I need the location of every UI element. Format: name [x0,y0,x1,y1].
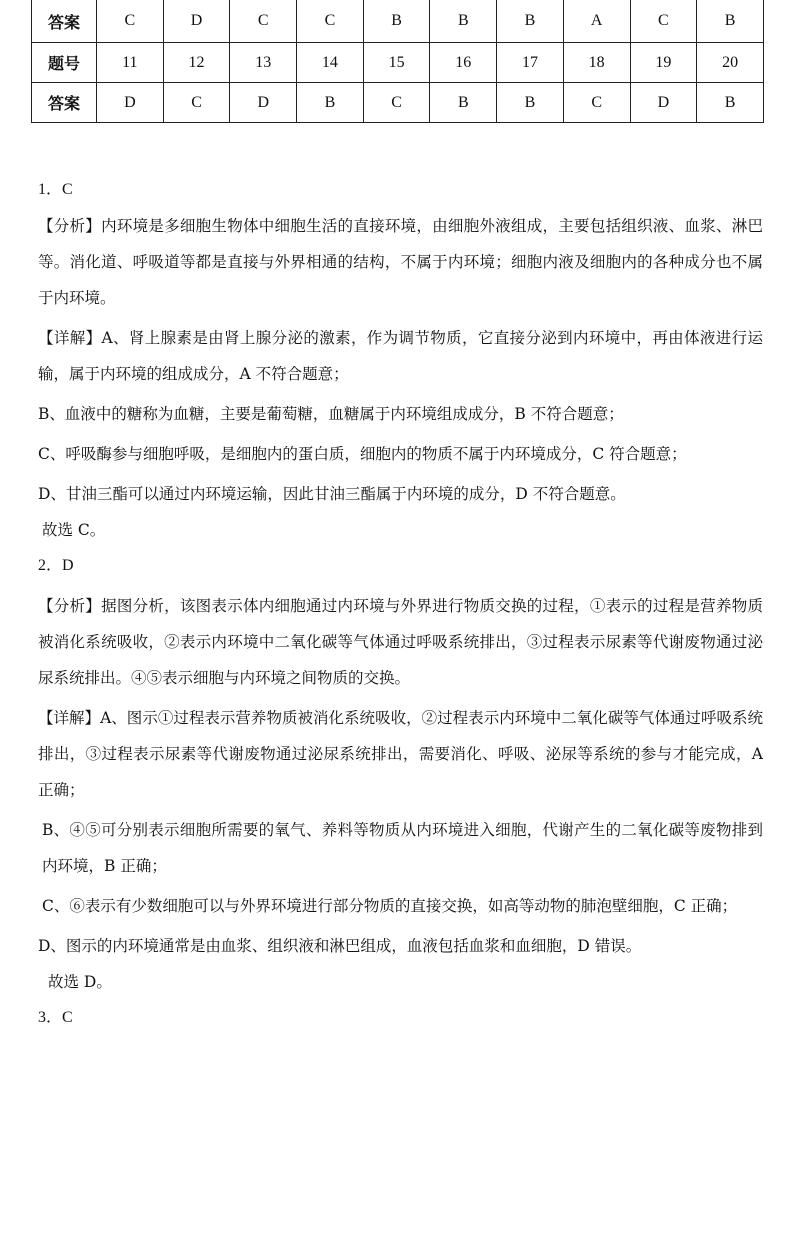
answer-table [31,0,764,123]
question-number-row [32,43,764,83]
answer-cell: B [497,83,564,123]
question-2-detail-a: 【详解】A、图示①过程表示营养物质被消化系统吸收，②过程表示内环境中二氧化碳等气体通过呼吸系统排出，③过程表示尿素等代谢废物通过泌尿系统排出，需要消化、呼吸、泌尿等系统的参与才能完成，A 正确； [38,709,763,799]
question-number-cell: 11 [97,43,164,83]
question-number-cell: 12 [163,43,230,83]
row-header: 答案 [32,83,97,123]
answer-cell: C [297,0,364,43]
answer-cell: C [563,83,630,123]
row-header: 题号 [32,43,97,83]
question-number-cell: 18 [563,43,630,83]
answer-cell: B [430,0,497,43]
question-2-detail-c: C、⑥表示有少数细胞可以与外界环境进行部分物质的直接交换，如高等动物的肺泡壁细胞，C 正确； [42,897,738,915]
row-header: 答案 [32,0,97,43]
question-1-detail-a: 【详解】A、肾上腺素是由肾上腺分泌的激素，作为调节物质，它直接分泌到内环境中，再由体液进行运输，属于内环境的组成成分，A 不符合题意； [38,329,763,383]
question-1-detail-d: D、甘油三酯可以通过内环境运输，因此甘油三酯属于内环境的成分，D 不符合题意。 [38,485,626,503]
question-number-cell: 20 [697,43,764,83]
answer-cell: C [630,0,697,43]
question-1-detail-b: B、血液中的糖称为血糖，主要是葡萄糖，血糖属于内环境组成成分，B 不符合题意； [38,405,624,423]
explanations [38,172,763,1036]
answer-cell: D [630,83,697,123]
answer-cell: A [563,0,630,43]
question-1-conclusion: 故选 C。 [42,521,106,539]
question-2-number: 2．D [38,557,74,574]
question-3-number: 3．C [38,1009,73,1026]
answer-cell: B [363,0,430,43]
question-1-detail-c: C、呼吸酶参与细胞呼吸，是细胞内的蛋白质，细胞内的物质不属于内环境成分，C 符合题意； [38,445,687,463]
answer-row-2 [32,83,764,123]
answer-cell: D [97,83,164,123]
question-2-detail-b: B、④⑤可分别表示细胞所需要的氧气、养料等物质从内环境进入细胞，代谢产生的二氧化碳等废物排到内环境，B 正确； [42,821,763,875]
question-2-analysis: 【分析】据图分析，该图表示体内细胞通过内环境与外界进行物质交换的过程，①表示的过程是营养物质被消化系统吸收，②表示内环境中二氧化碳等气体通过呼吸系统排出，③过程表示尿素等代谢废物通过泌尿系统排出。④⑤表示细胞与内环境之间物质的交换。 [38,597,763,687]
answer-cell: B [697,83,764,123]
answer-row-1 [32,0,764,43]
answer-cell: B [497,0,564,43]
question-1-analysis: 【分析】内环境是多细胞生物体中细胞生活的直接环境，由细胞外液组成，主要包括组织液、血浆、淋巴等。消化道、呼吸道等都是直接与外界相通的结构，不属于内环境；细胞内液及细胞内的各种成分也不属于内环境。 [38,217,763,307]
answer-cell: B [697,0,764,43]
question-2-conclusion: 故选 D。 [48,973,112,991]
question-number-cell: 13 [230,43,297,83]
question-number-cell: 14 [297,43,364,83]
answer-cell: D [230,83,297,123]
question-number-cell: 17 [497,43,564,83]
question-number-cell: 15 [363,43,430,83]
answer-cell: C [97,0,164,43]
question-2-detail-d: D、图示的内环境通常是由血浆、组织液和淋巴组成，血液包括血浆和血细胞，D 错误。 [38,937,642,955]
answer-cell: C [163,83,230,123]
question-number-cell: 16 [430,43,497,83]
question-number-cell: 19 [630,43,697,83]
question-1-number: 1．C [38,181,73,198]
answer-cell: B [297,83,364,123]
answer-cell: D [163,0,230,43]
answer-cell: B [430,83,497,123]
answer-cell: C [363,83,430,123]
answer-cell: C [230,0,297,43]
